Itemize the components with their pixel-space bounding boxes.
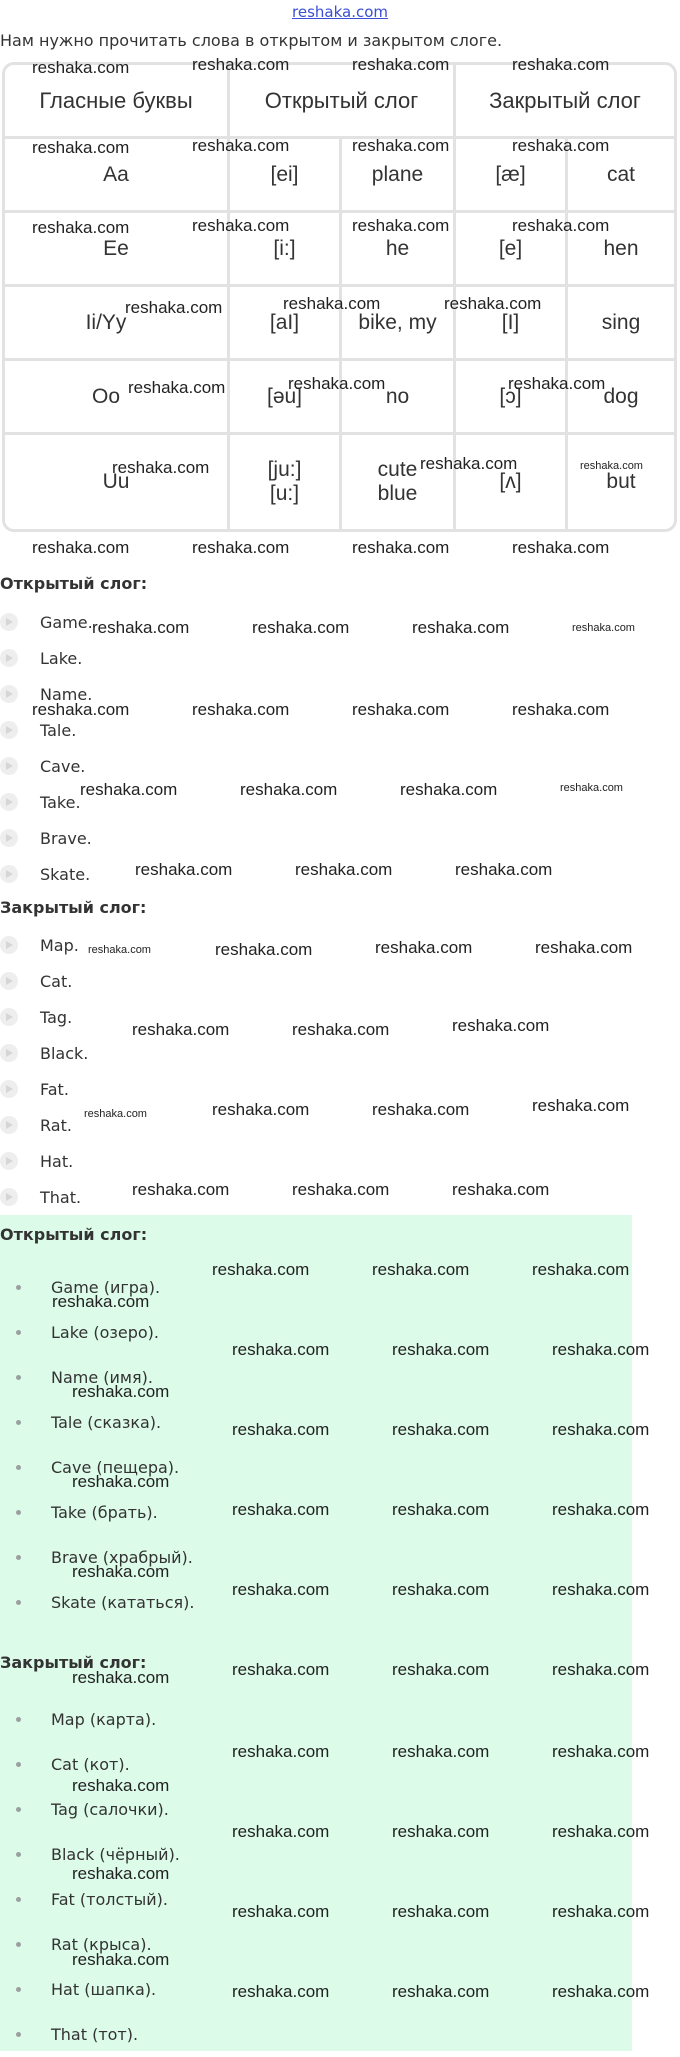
list-item-text: Tale (сказка). <box>51 1413 162 1432</box>
watermark-text: reshaka.com <box>372 1100 470 1119</box>
watermark-text: reshaka.com <box>52 1292 150 1311</box>
watermark-text: reshaka.com <box>352 216 450 235</box>
closed-word-cell: hen <box>568 213 674 287</box>
list-item[interactable] <box>0 784 93 820</box>
task-closed-syllable-list <box>0 927 88 1215</box>
watermark-text: reshaka.com <box>535 938 633 957</box>
play-icon[interactable] <box>0 721 18 739</box>
list-item[interactable] <box>0 748 93 784</box>
watermark-text: reshaka.com <box>192 538 290 557</box>
watermark-text: reshaka.com <box>295 860 393 879</box>
watermark-text: reshaka.com <box>32 58 130 77</box>
watermark-text: reshaka.com <box>352 136 450 155</box>
watermark-text: reshaka.com <box>232 1580 330 1599</box>
task-closed-syllable-title: Закрытый слог: <box>0 898 147 917</box>
play-icon[interactable] <box>0 936 18 954</box>
watermark-text: reshaka.com <box>552 1500 650 1519</box>
list-item <box>0 1535 194 1580</box>
closed-ipa-cell: [ɔ] <box>456 361 568 435</box>
watermark-text: reshaka.com <box>552 1660 650 1679</box>
watermark-text: reshaka.com <box>240 780 338 799</box>
list-item[interactable] <box>0 712 93 748</box>
answer-open-syllable-list <box>0 1265 194 1625</box>
watermark-text: reshaka.com <box>292 1020 390 1039</box>
list-item[interactable] <box>0 1143 88 1179</box>
list-item[interactable] <box>0 856 93 892</box>
list-item-text: Take. <box>40 792 81 812</box>
watermark-text: reshaka.com <box>192 700 290 719</box>
open-ipa-cell: [əu] <box>230 361 342 435</box>
play-icon[interactable] <box>0 1116 18 1134</box>
watermark-text: reshaka.com <box>372 1260 470 1279</box>
list-item-text: Brave. <box>40 828 92 848</box>
watermark-text: reshaka.com <box>412 618 510 637</box>
table-header-row <box>5 65 674 139</box>
watermark-text: reshaka.com <box>560 782 623 794</box>
list-item <box>0 1580 194 1625</box>
watermark-text: reshaka.com <box>392 1742 490 1761</box>
vowel-cell: Aa <box>5 139 230 213</box>
bullet-icon <box>16 1897 21 1902</box>
list-item[interactable] <box>0 999 88 1035</box>
bullet-icon <box>16 1762 21 1767</box>
vowel-cell: Oo <box>5 361 230 435</box>
list-item[interactable] <box>0 604 93 640</box>
list-item <box>0 1355 194 1400</box>
list-item <box>0 1922 180 1967</box>
watermark-text: reshaka.com <box>215 940 313 959</box>
list-item-text: Brave (храбрый). <box>51 1548 193 1567</box>
play-icon[interactable] <box>0 685 18 703</box>
list-item-text: Rat (крыса). <box>51 1935 152 1954</box>
watermark-text: reshaka.com <box>232 1982 330 2001</box>
watermark-text: reshaka.com <box>352 538 450 557</box>
watermark-text: reshaka.com <box>552 1982 650 2001</box>
bullet-icon <box>16 1510 21 1515</box>
play-icon[interactable] <box>0 1188 18 1206</box>
watermark-text: reshaka.com <box>32 218 130 237</box>
play-icon[interactable] <box>0 1080 18 1098</box>
watermark-text: reshaka.com <box>352 55 450 74</box>
watermark-text: reshaka.com <box>512 136 610 155</box>
list-item-text: Map. <box>40 935 79 955</box>
watermark-text: reshaka.com <box>552 1902 650 1921</box>
table-row <box>5 139 674 213</box>
watermark-text: reshaka.com <box>72 1668 170 1687</box>
watermark-text: reshaka.com <box>72 1776 170 1795</box>
watermark-text: reshaka.com <box>580 460 643 472</box>
list-item-text: Skate. <box>40 864 91 884</box>
task-open-syllable-list <box>0 604 93 892</box>
open-ipa-cell: [aI] <box>230 287 342 361</box>
list-item-text: Tag. <box>40 1007 73 1027</box>
watermark-text: reshaka.com <box>452 1180 550 1199</box>
table-row <box>5 213 674 287</box>
list-item-text: Tale. <box>40 720 77 740</box>
task-open-syllable-title: Открытый слог: <box>0 574 148 593</box>
watermark-text: reshaka.com <box>132 1180 230 1199</box>
watermark-text: reshaka.com <box>212 1260 310 1279</box>
list-item-text: Hat. <box>40 1151 74 1171</box>
watermark-text: reshaka.com <box>80 780 178 799</box>
watermark-text: reshaka.com <box>72 1562 170 1581</box>
list-item-text: Skate (кататься). <box>51 1593 195 1612</box>
list-item[interactable] <box>0 676 93 712</box>
watermark-text: reshaka.com <box>88 944 151 956</box>
header-closed-syllable: Закрытый слог <box>456 65 674 139</box>
list-item[interactable] <box>0 1107 88 1143</box>
list-item <box>0 1490 194 1535</box>
list-item <box>0 1742 180 1787</box>
watermark-text: reshaka.com <box>192 136 290 155</box>
watermark-text: reshaka.com <box>392 1902 490 1921</box>
watermark-text: reshaka.com <box>512 538 610 557</box>
watermark-text: reshaka.com <box>452 1016 550 1035</box>
watermark-text: reshaka.com <box>112 458 210 477</box>
list-item-text: Cat (кот). <box>51 1755 130 1774</box>
list-item[interactable] <box>0 1035 88 1071</box>
header-open-syllable: Открытый слог <box>230 65 456 139</box>
list-item-text: That. <box>40 1187 82 1207</box>
watermark-text: reshaka.com <box>552 1822 650 1841</box>
watermark-text: reshaka.com <box>508 374 606 393</box>
closed-ipa-cell: [ʌ] <box>456 435 568 529</box>
watermark-text: reshaka.com <box>400 780 498 799</box>
bullet-icon <box>16 1330 21 1335</box>
vowel-cell: Ee <box>5 213 230 287</box>
watermark-text: reshaka.com <box>420 454 518 473</box>
bullet-icon <box>16 1375 21 1380</box>
play-icon[interactable] <box>0 1152 18 1170</box>
list-item <box>0 1967 180 2012</box>
play-icon[interactable] <box>0 1044 18 1062</box>
watermark-text: reshaka.com <box>444 294 542 313</box>
bullet-icon <box>16 1717 21 1722</box>
list-item-text: That (тот). <box>51 2025 139 2044</box>
list-item-text: Lake (озеро). <box>51 1323 159 1342</box>
list-item-text: Tag (салочки). <box>51 1800 169 1819</box>
watermark-text: reshaka.com <box>392 1500 490 1519</box>
list-item <box>0 2012 180 2057</box>
watermark-text: reshaka.com <box>455 860 553 879</box>
watermark-text: reshaka.com <box>92 618 190 637</box>
watermark-text: reshaka.com <box>352 700 450 719</box>
bullet-icon <box>16 1807 21 1812</box>
table-row <box>5 287 674 361</box>
play-icon[interactable] <box>0 649 18 667</box>
vowel-cell: Uu <box>5 435 230 529</box>
watermark-text: reshaka.com <box>512 55 610 74</box>
bullet-icon <box>16 1465 21 1470</box>
watermark-text: reshaka.com <box>32 700 130 719</box>
play-icon[interactable] <box>0 829 18 847</box>
answer-closed-syllable-list <box>0 1697 180 2057</box>
list-item-text: Map (карта). <box>51 1710 157 1729</box>
open-ipa-cell: [ju:] [u:] <box>230 435 342 529</box>
watermark-text: reshaka.com <box>192 55 290 74</box>
vowel-cell: Ii/Yy <box>5 287 230 361</box>
closed-ipa-cell: [I] <box>456 287 568 361</box>
watermark-text: reshaka.com <box>392 1580 490 1599</box>
list-item[interactable] <box>0 927 88 963</box>
list-item <box>0 1787 180 1832</box>
list-item-text: Name. <box>40 684 93 704</box>
list-item <box>0 1265 194 1310</box>
bullet-icon <box>16 1942 21 1947</box>
list-item-text: Game. <box>40 612 93 632</box>
bullet-icon <box>16 1420 21 1425</box>
list-item[interactable] <box>0 1071 88 1107</box>
closed-word-cell: sing <box>568 287 674 361</box>
closed-word-cell: but <box>606 470 636 493</box>
watermark-text: reshaka.com <box>72 1950 170 1969</box>
watermark-text: reshaka.com <box>292 1180 390 1199</box>
vowel-table <box>2 62 677 532</box>
table-row <box>5 435 674 529</box>
answer-closed-syllable-title: Закрытый слог: <box>0 1653 147 1672</box>
list-item[interactable] <box>0 1179 88 1215</box>
list-item-text: Rat. <box>40 1115 72 1135</box>
watermark-text: reshaka.com <box>72 1472 170 1491</box>
closed-ipa-cell: [æ] <box>456 139 568 213</box>
watermark-text: reshaka.com <box>84 1108 147 1120</box>
closed-word-cell: dog <box>568 361 674 435</box>
list-item-text: Game (игра). <box>51 1278 161 1297</box>
watermark-text: reshaka.com <box>572 622 635 634</box>
list-item-text: Fat (толстый). <box>51 1890 168 1909</box>
list-item <box>0 1697 180 1742</box>
watermark-text: reshaka.com <box>252 618 350 637</box>
list-item-text: Black (чёрный). <box>51 1845 180 1864</box>
open-word-cell: bike, my <box>342 287 456 361</box>
watermark-text: reshaka.com <box>392 1420 490 1439</box>
watermark-text: reshaka.com <box>128 378 226 397</box>
watermark-text: reshaka.com <box>232 1822 330 1841</box>
play-icon[interactable] <box>0 865 18 883</box>
open-word-cell: no <box>342 361 456 435</box>
bullet-icon <box>16 1285 21 1290</box>
watermark-text: reshaka.com <box>392 1340 490 1359</box>
list-item <box>0 1832 180 1877</box>
header-vowels: Гласные буквы <box>5 65 230 139</box>
list-item <box>0 1877 180 1922</box>
play-icon[interactable] <box>0 793 18 811</box>
watermark-text: reshaka.com <box>392 1982 490 2001</box>
watermark-text: reshaka.com <box>192 216 290 235</box>
list-item <box>0 1310 194 1355</box>
watermark-text: reshaka.com <box>135 860 233 879</box>
watermark-text: reshaka.com <box>232 1420 330 1439</box>
list-item-text: Cave. <box>40 756 86 776</box>
play-icon[interactable] <box>0 972 18 990</box>
list-item-text: Hat (шапка). <box>51 1980 157 1999</box>
list-item-text: Lake. <box>40 648 83 668</box>
watermark-text: reshaka.com <box>232 1660 330 1679</box>
closed-word-cell: cat <box>568 139 674 213</box>
play-icon[interactable] <box>0 757 18 775</box>
watermark-text: reshaka.com <box>72 1382 170 1401</box>
list-item-text: Black. <box>40 1043 89 1063</box>
watermark-text: reshaka.com <box>232 1742 330 1761</box>
list-item <box>0 1445 194 1490</box>
list-item-text: Cat. <box>40 971 73 991</box>
watermark-text: reshaka.com <box>125 298 223 317</box>
play-icon[interactable] <box>0 613 18 631</box>
open-ipa-cell: [i:] <box>230 213 342 287</box>
watermark-text: reshaka.com <box>532 1096 630 1115</box>
watermark-text: reshaka.com <box>552 1580 650 1599</box>
watermark-text: reshaka.com <box>375 938 473 957</box>
watermark-text: reshaka.com <box>552 1420 650 1439</box>
task-intro: Нам нужно прочитать слова в открытом и закрытом слоге. <box>0 31 503 50</box>
watermark-text: reshaka.com <box>512 216 610 235</box>
bullet-icon <box>16 2032 21 2037</box>
bullet-icon <box>16 1555 21 1560</box>
list-item-text: Fat. <box>40 1079 69 1099</box>
watermark-text: reshaka.com <box>512 700 610 719</box>
list-item <box>0 1400 194 1445</box>
watermark-text: reshaka.com <box>283 294 381 313</box>
list-item[interactable] <box>0 963 88 999</box>
play-icon[interactable] <box>0 1008 18 1026</box>
open-word-cell: he <box>342 213 456 287</box>
watermark-text: reshaka.com <box>552 1742 650 1761</box>
watermark-text: reshaka.com <box>212 1100 310 1119</box>
watermark-text: reshaka.com <box>232 1500 330 1519</box>
answer-open-syllable-title: Открытый слог: <box>0 1225 148 1244</box>
closed-ipa-cell: [e] <box>456 213 568 287</box>
site-link[interactable]: reshaka.com <box>292 3 388 21</box>
list-item-text: Cave (пещера). <box>51 1458 180 1477</box>
table-row <box>5 361 674 435</box>
list-item[interactable] <box>0 640 93 676</box>
list-item[interactable] <box>0 820 93 856</box>
open-word-cell: plane <box>342 139 456 213</box>
watermark-text: reshaka.com <box>392 1660 490 1679</box>
bullet-icon <box>16 1852 21 1857</box>
watermark-text: reshaka.com <box>552 1340 650 1359</box>
watermark-text: reshaka.com <box>72 1864 170 1883</box>
watermark-text: reshaka.com <box>32 538 130 557</box>
watermark-text: reshaka.com <box>392 1822 490 1841</box>
bullet-icon <box>16 1600 21 1605</box>
watermark-text: reshaka.com <box>132 1020 230 1039</box>
watermark-text: reshaka.com <box>288 374 386 393</box>
answer-panel <box>0 1215 632 2051</box>
bullet-icon <box>16 1987 21 1992</box>
watermark-text: reshaka.com <box>232 1902 330 1921</box>
watermark-text: reshaka.com <box>232 1340 330 1359</box>
watermark-text: reshaka.com <box>532 1260 630 1279</box>
open-word-cell: cute blue <box>342 435 456 529</box>
list-item-text: Take (брать). <box>51 1503 158 1522</box>
watermark-text: reshaka.com <box>32 138 130 157</box>
open-ipa-cell: [ei] <box>230 139 342 213</box>
list-item-text: Name (имя). <box>51 1368 153 1387</box>
